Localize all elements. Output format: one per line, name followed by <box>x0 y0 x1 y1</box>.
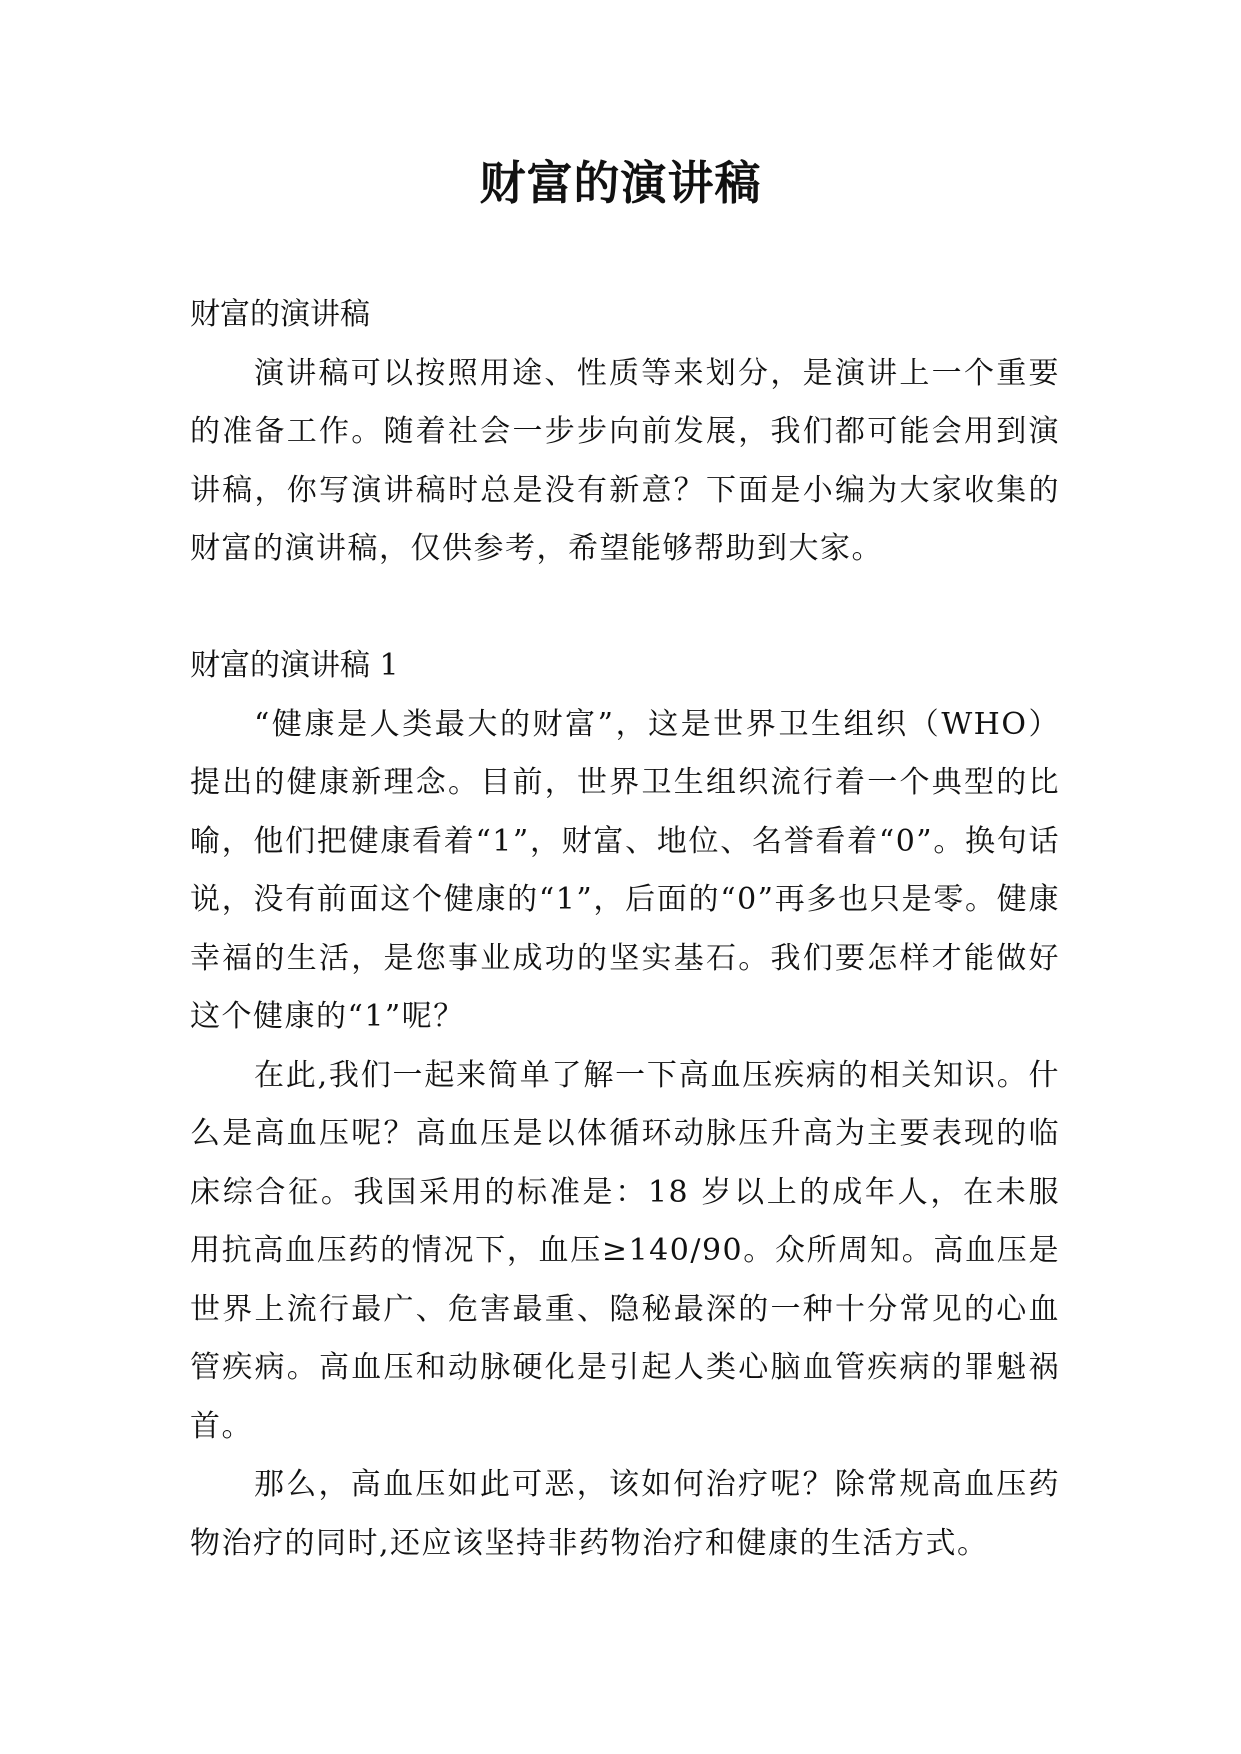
section-heading: 财富的演讲稿 1 <box>190 648 399 683</box>
page-title: 财富的演讲稿 <box>479 156 762 210</box>
intro-paragraph: 演讲稿可以按照用途、性质等来划分，是演讲上一个重要的准备工作。随着社会一步步向前发展，我们都可能会用到演讲稿，你写演讲稿时总是没有新意？下面是小编为大家收集的财富的演讲稿，仅供参考，希望能够帮助到大家。 <box>190 355 1060 566</box>
section-paragraph-2: 在此,我们一起来简单了解一下高血压疾病的相关知识。什么是高血压呢？高血压是以体循环动脉压升高为主要表现的临床综合征。我国采用的标准是：18 岁以上的成年人，在未服用抗高血压药的情况下，血压≥140/90。众所周知。高血压是世界上流行最广、危害最重、隐秘最深的一种十分常见的心血管疾病。高血压和动脉硬化是引起人类心脑血管疾病的罪魁祸首。 <box>190 1057 1060 1444</box>
paragraph-spacer <box>190 579 1060 638</box>
section-paragraph-1: “健康是人类最大的财富”，这是世界卫生组织（WHO）提出的健康新理念。目前，世界卫生组织流行着一个典型的比喻，他们把健康看着“1”，财富、地位、名誉看着“0”。换句话说，没有前面这个健康的“1”，后面的“0”再多也只是零。健康幸福的生活，是您事业成功的坚实基石。我们要怎样才能做好这个健康的“1”呢？ <box>190 706 1060 1034</box>
document-body <box>190 286 1060 1573</box>
document-subtitle: 财富的演讲稿 <box>190 297 370 332</box>
section-paragraph-3: 那么，高血压如此可恶，该如何治疗呢？除常规高血压药物治疗的同时,还应该坚持非药物治疗和健康的生活方式。 <box>190 1467 1060 1561</box>
